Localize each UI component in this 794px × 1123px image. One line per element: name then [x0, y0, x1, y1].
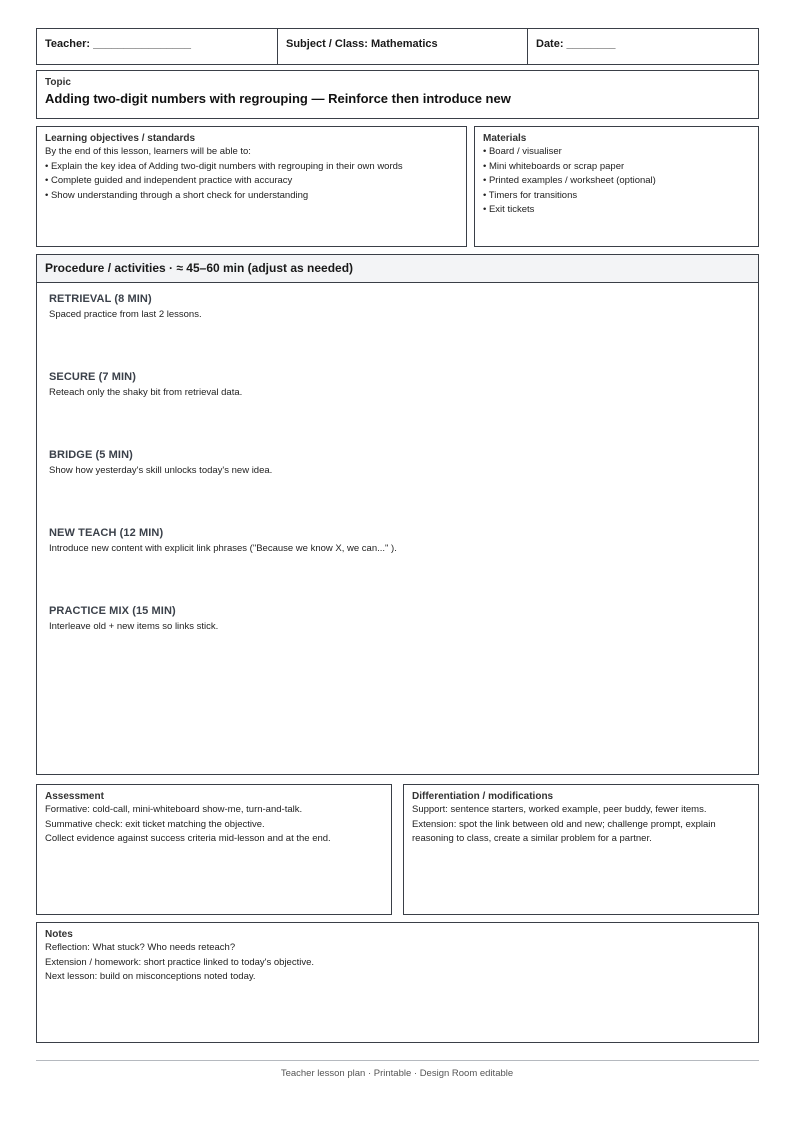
footer-divider: [36, 1060, 759, 1061]
procedure-section: [36, 254, 759, 775]
notes-section: [36, 922, 759, 1043]
materials-body[interactable]: [483, 145, 750, 218]
teacher-field[interactable]: Teacher: ________________: [45, 38, 191, 50]
objectives-section: [36, 126, 467, 247]
phase-title: NEW TEACH (12 MIN): [49, 527, 164, 539]
phase-retrieval[interactable]: [49, 293, 202, 320]
material-item: • Exit tickets: [483, 204, 535, 216]
assessment-line: Summative check: exit ticket matching the objective.: [45, 818, 265, 830]
phase-title: PRACTICE MIX (15 MIN): [49, 605, 176, 617]
assessment-section: [36, 784, 392, 915]
phase-title: BRIDGE (5 MIN): [49, 449, 133, 461]
differentiation-label: Differentiation / modifications: [412, 791, 554, 802]
objective-line: By the end of this lesson, learners will be able to:: [45, 146, 251, 157]
objectives-label: Learning objectives / standards: [45, 133, 196, 144]
materials-section: [474, 126, 759, 247]
phase-desc: Introduce new content with explicit link phrases ("Because we know X, we can..." ).: [49, 543, 397, 554]
objectives-body[interactable]: [45, 145, 458, 203]
notes-line: Next lesson: build on misconceptions noted today.: [45, 971, 256, 983]
phase-practice-mix[interactable]: [49, 605, 218, 632]
assessment-label: Assessment: [45, 791, 104, 802]
objective-line: • Explain the key idea of Adding two-digit numbers with regrouping in their own words: [45, 160, 403, 172]
assessment-line: Formative: cold-call, mini-whiteboard show-me, turn-and-talk.: [45, 804, 303, 815]
material-item: • Board / visualiser: [483, 146, 562, 157]
notes-body[interactable]: [45, 941, 750, 985]
phase-new-teach[interactable]: [49, 527, 397, 554]
differentiation-section: [403, 784, 759, 915]
topic-label: Topic: [45, 77, 71, 88]
assessment-line: Collect evidence against success criteria mid-lesson and at the end.: [45, 833, 331, 845]
notes-line: Reflection: What stuck? Who needs reteach?: [45, 942, 236, 953]
materials-label: Materials: [483, 133, 527, 144]
differentiation-body[interactable]: [412, 803, 750, 847]
phase-bridge[interactable]: [49, 449, 272, 476]
date-field[interactable]: Date: ________: [527, 29, 758, 64]
notes-label: Notes: [45, 929, 73, 940]
procedure-heading: Procedure / activities · ≈ 45–60 min (adjust as needed): [37, 255, 758, 283]
differentiation-line: Extension: spot the link between old and new; challenge prompt, explain: [412, 818, 716, 830]
objective-line: • Show understanding through a short check for understanding: [45, 189, 309, 201]
phase-title: RETRIEVAL (8 MIN): [49, 293, 152, 305]
header-row: [36, 28, 759, 65]
topic-title[interactable]: Adding two-digit numbers with regrouping — Reinforce then introduce new: [45, 91, 511, 106]
phase-desc: Show how yesterday's skill unlocks today's new idea.: [49, 465, 273, 476]
notes-line: Extension / homework: short practice linked to today's objective.: [45, 956, 315, 968]
assessment-body[interactable]: [45, 803, 383, 847]
phase-desc: Reteach only the shaky bit from retrieval data.: [49, 387, 243, 398]
subject-class-field[interactable]: Subject / Class: Mathematics: [277, 29, 527, 64]
objective-line: • Complete guided and independent practice with accuracy: [45, 175, 293, 187]
material-item: • Printed examples / worksheet (optional): [483, 175, 656, 187]
phase-secure[interactable]: [49, 371, 242, 398]
material-item: • Timers for transitions: [483, 189, 578, 201]
footer-text: Teacher lesson plan · Printable · Design Room editable: [280, 1068, 514, 1079]
phase-desc: Interleave old + new items so links stick.: [49, 621, 219, 632]
material-item: • Mini whiteboards or scrap paper: [483, 160, 625, 172]
phase-title: SECURE (7 MIN): [49, 371, 136, 383]
phase-desc: Spaced practice from last 2 lessons.: [49, 309, 202, 320]
topic-section: [36, 70, 759, 119]
differentiation-line: reasoning to class, create a similar problem for a partner.: [412, 833, 652, 845]
differentiation-line: Support: sentence starters, worked example, peer buddy, fewer items.: [412, 804, 707, 815]
